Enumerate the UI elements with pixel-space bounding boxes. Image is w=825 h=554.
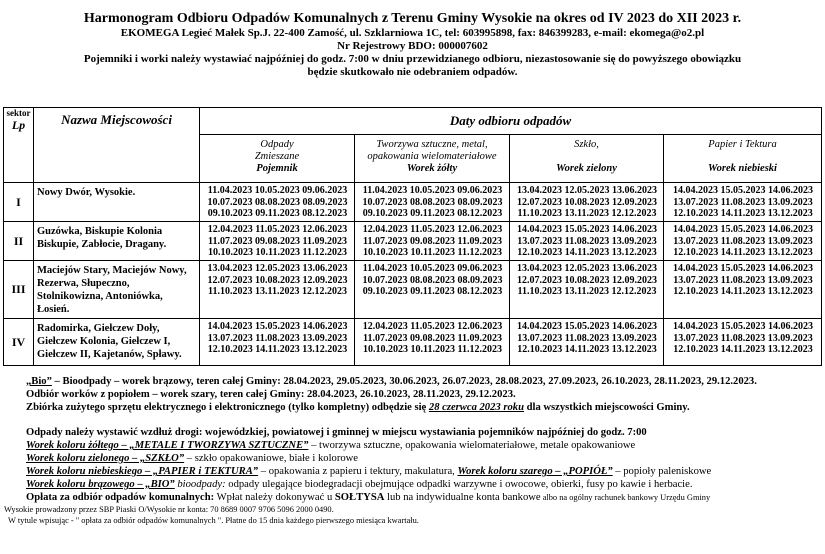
brown-label: Worek koloru brązowego – „BIO” (26, 479, 175, 490)
ash-note: Odbiór worków z popiołem – worek szary, teren całej Gminy: 28.04.2023, 26.10.2023, 28.11.2023, 29.12.2023. (26, 389, 516, 400)
dates-glass (510, 183, 664, 222)
date-line: 13.07.2023 11.08.2023 13.09.2023 (673, 274, 813, 286)
date-line: 13.04.2023 12.05.2023 13.06.2023 (517, 185, 657, 196)
col-head-mixed (200, 135, 355, 183)
dates-plastics (355, 319, 510, 366)
localities: Maciejów Stary, Maciejów Nowy, Rezerwa, Słupeczno, Stolnikowizna, Antoniówka, Łosień. (34, 261, 200, 319)
dates-glass (510, 222, 664, 261)
date-line: 13.04.2023 12.05.2023 13.06.2023 (207, 263, 348, 274)
bank-line: Wysokie prowadzony przez SBP Piaski O/Wysokie nr konta: 70 8689 0007 9706 5096 2000 0490. (4, 505, 334, 514)
pay-label: Opłata za odbiór odpadów komunalnych: (26, 492, 215, 503)
bio-text: – Bioodpady – worek brązowy, teren całej Gminy: 28.04.2023, 29.05.2023, 30.06.2023, 26.07.2023, 28.08.2023, 27.09.2023, 26.10.2023, 28.11.2023, 29.12.2023. (51, 376, 757, 387)
date-line: 14.04.2023 15.05.2023 14.06.2023 (673, 321, 814, 332)
col-head-line2 (664, 151, 821, 163)
lp-header-bottom: Lp (11, 118, 26, 132)
bio-label: „Bio” (26, 376, 52, 387)
date-line: 12.10.2023 14.11.2023 13.12.2023 (673, 208, 813, 219)
col-head-bag: Worek żółty (406, 163, 458, 174)
date-line: 10.07.2023 08.08.2023 08.09.2023 (362, 196, 503, 208)
col-head-bag: Worek zielony (556, 163, 617, 174)
dates-mixed (200, 261, 355, 319)
pay-text: Wpłat należy dokonywać u (214, 492, 335, 503)
dates-glass (510, 261, 664, 319)
date-line: 12.10.2023 14.11.2023 13.12.2023 (673, 286, 813, 297)
yellow-label: Worek koloru żółtego – „METALE I TWORZYWA SZTUCZNE” (26, 440, 309, 451)
col-head-glass (510, 135, 664, 183)
date-line: 13.07.2023 11.08.2023 13.09.2023 (673, 235, 813, 247)
brown-note (26, 478, 821, 491)
locality-header: Nazwa Miejscowości (34, 108, 200, 183)
electro-text: Zbiórka zużytego sprzętu elektrycznego i elektronicznego (tylko kompletny) odbędzie się (26, 402, 429, 413)
company-info: EKOMEGA Legieć Małek Sp.J. 22-400 Zamość, ul. Szklarniowa 1C, tel: 603995898, fax: 846399283, e-mail: ekomega@o2.pl (120, 27, 705, 39)
document-title: Harmonogram Odbioru Odpadów Komunalnych z Terenu Gminy Wysokie na okres od IV 2023 do XII 2023 r. (83, 11, 742, 26)
date-line: 10.10.2023 10.11.2023 11.12.2023 (363, 247, 502, 258)
localities: Guzówka, Biskupie Kolonia Biskupie, Zabłocie, Dragany. (34, 222, 200, 261)
dates-plastics (355, 183, 510, 222)
dates-mixed (200, 319, 355, 366)
blue-text: – opakowania z papieru i tektury, makulatura, (258, 466, 458, 477)
payment-note (26, 491, 821, 504)
localities: Nowy Dwór, Wysokie. (34, 183, 200, 222)
dates-paper (664, 261, 822, 319)
sector-number: IV (4, 319, 34, 366)
dates-mixed (200, 183, 355, 222)
date-line: 10.07.2023 08.08.2023 08.09.2023 (362, 274, 503, 286)
roads-note: Odpady należy wystawić wzdłuż drogi: wojewódzkiej, powiatowej i gminnej w miejscu wystawiania pojemników najpóźniej do godz. 7:00 (26, 427, 647, 438)
col-head-line2 (510, 151, 663, 163)
date-line: 12.04.2023 11.05.2023 12.06.2023 (207, 224, 348, 235)
date-line: 11.04.2023 10.05.2023 09.06.2023 (207, 185, 348, 196)
date-line: 12.07.2023 10.08.2023 12.09.2023 (207, 274, 348, 286)
date-line: 11.10.2023 13.11.2023 12.12.2023 (208, 286, 347, 297)
green-label: Worek koloru zielonego – „SZKŁO” (26, 453, 185, 464)
dates-paper (664, 319, 822, 366)
dates-paper (664, 222, 822, 261)
date-line: 12.10.2023 14.11.2023 13.12.2023 (517, 344, 657, 355)
date-line: 14.04.2023 15.05.2023 14.06.2023 (673, 185, 814, 196)
document-header (0, 10, 825, 79)
col-head-line1: Tworzywa sztuczne, metal, (376, 139, 488, 150)
grey-text: – popioły paleniskowe (612, 466, 712, 477)
date-line: 09.10.2023 09.11.2023 08.12.2023 (207, 208, 348, 219)
date-line: 12.10.2023 14.11.2023 13.12.2023 (207, 344, 348, 355)
col-head-line1: Szkło, (574, 139, 599, 150)
date-line: 10.07.2023 08.08.2023 08.09.2023 (207, 196, 348, 208)
bio-note (26, 375, 821, 388)
date-line: 10.10.2023 10.11.2023 11.12.2023 (363, 344, 502, 355)
sector-number: II (4, 222, 34, 261)
date-line: 13.07.2023 11.08.2023 13.09.2023 (517, 235, 657, 247)
notice-line-2: będzie skutkowało nie odebraniem odpadów. (307, 66, 518, 78)
table-row (4, 222, 822, 261)
lp-header (4, 108, 34, 183)
electro-date: 28 czerwca 2023 roku (428, 402, 524, 413)
title-line: W tytule wpisując - " opłata za odbiór odpadów komunalnych ". Płatne do 15 dnia każdego pierwszego miesiąca kwartału. (8, 516, 419, 525)
bdo-number: Nr Rejestrowy BDO: 000007602 (337, 40, 488, 52)
date-line: 12.04.2023 11.05.2023 12.06.2023 (362, 224, 503, 235)
date-line: 11.04.2023 10.05.2023 09.06.2023 (362, 263, 503, 274)
date-line: 11.07.2023 09.08.2023 11.09.2023 (363, 332, 502, 344)
yellow-text: – tworzywa sztuczne, opakowania wielomateriałowe, metale opakowaniowe (308, 440, 636, 451)
col-head-line2: opakowania wielomateriałowe (367, 151, 497, 162)
collection-schedule-table (3, 107, 822, 366)
pay-small: albo na ogólny rachunek bankowy Urzędu Gminy (540, 493, 711, 502)
brown-text: odpady ulegające biodegradacji obejmujące odpadki warzywne i owocowe, obierki, fusy po kawie i herbacie. (225, 479, 693, 490)
date-line: 13.04.2023 12.05.2023 13.06.2023 (517, 263, 657, 274)
sector-number: III (4, 261, 34, 319)
date-line: 14.04.2023 15.05.2023 14.06.2023 (517, 321, 657, 332)
sector-number: I (4, 183, 34, 222)
blue-label: Worek koloru niebieskiego – „PAPIER i TEKTURA” (26, 466, 259, 477)
pay-text2: lub na indywidualne konta bankowe (384, 492, 541, 503)
date-line: 12.04.2023 11.05.2023 12.06.2023 (362, 321, 503, 332)
date-line: 09.10.2023 09.11.2023 08.12.2023 (362, 286, 503, 297)
date-line: 11.10.2023 13.11.2023 12.12.2023 (517, 208, 657, 219)
date-line: 11.10.2023 13.11.2023 12.12.2023 (517, 286, 657, 297)
dates-header: Daty odbioru odpadów (200, 108, 822, 135)
col-head-bag: Pojemnik (256, 163, 298, 174)
date-line: 13.07.2023 11.08.2023 13.09.2023 (207, 332, 348, 344)
yellow-note (26, 439, 821, 452)
electro-end: dla wszystkich miejscowości Gminy. (523, 402, 690, 413)
brown-text-italic: bioodpady: (174, 479, 226, 490)
date-line: 11.04.2023 10.05.2023 09.06.2023 (362, 185, 503, 196)
date-line: 09.10.2023 09.11.2023 08.12.2023 (362, 208, 503, 219)
col-head-line2: Zmieszane (254, 151, 300, 162)
dates-paper (664, 183, 822, 222)
date-line: 13.07.2023 11.08.2023 13.09.2023 (517, 332, 657, 344)
date-line: 12.10.2023 14.11.2023 13.12.2023 (673, 247, 813, 258)
col-head-paper (664, 135, 822, 183)
col-head-plastics (355, 135, 510, 183)
date-line: 10.10.2023 10.11.2023 11.12.2023 (208, 247, 347, 258)
notes-section (4, 375, 821, 526)
grey-label: Worek koloru szarego – „POPIÓŁ” (457, 466, 613, 477)
table-row (4, 261, 822, 319)
date-line: 12.10.2023 14.11.2023 13.12.2023 (673, 344, 813, 355)
date-line: 14.04.2023 15.05.2023 14.06.2023 (207, 321, 348, 332)
green-text: – szkło opakowaniowe, białe i kolorowe (184, 453, 359, 464)
col-head-bag: Worek niebieski (708, 163, 777, 174)
lp-header-top: sektor (6, 108, 31, 118)
date-line: 14.04.2023 15.05.2023 14.06.2023 (673, 224, 814, 235)
green-note (26, 452, 821, 465)
col-head-line1: Papier i Tektura (708, 139, 777, 150)
date-line: 12.10.2023 14.11.2023 13.12.2023 (517, 247, 657, 258)
notice-line-1: Pojemniki i worki należy wystawiać najpóźniej do godz. 7:00 w dniu przewidzianego odbioru, niezastosowanie się do powyższego obowiązku (83, 53, 742, 65)
dates-glass (510, 319, 664, 366)
dates-plastics (355, 261, 510, 319)
col-head-line1: Odpady (260, 139, 294, 150)
date-line: 14.04.2023 15.05.2023 14.06.2023 (517, 224, 657, 235)
date-line: 14.04.2023 15.05.2023 14.06.2023 (673, 263, 814, 274)
table-row (4, 183, 822, 222)
date-line: 13.07.2023 11.08.2023 13.09.2023 (673, 332, 813, 344)
dates-mixed (200, 222, 355, 261)
date-line: 11.07.2023 09.08.2023 11.09.2023 (363, 235, 502, 247)
date-line: 12.07.2023 10.08.2023 12.09.2023 (517, 196, 657, 208)
electro-note (26, 401, 821, 414)
table-row (4, 319, 822, 366)
pay-soltys: SOŁTYSA (334, 492, 385, 503)
date-line: 13.07.2023 11.08.2023 13.09.2023 (673, 196, 813, 208)
localities: Radomirka, Giełczew Doły, Giełczew Kolonia, Giełczew I, Giełczew II, Kajetanów, Spławy. (34, 319, 200, 366)
date-line: 11.07.2023 09.08.2023 11.09.2023 (208, 235, 347, 247)
dates-plastics (355, 222, 510, 261)
date-line: 12.07.2023 10.08.2023 12.09.2023 (517, 274, 657, 286)
schedule-page (0, 10, 825, 554)
blue-grey-note (26, 465, 821, 478)
